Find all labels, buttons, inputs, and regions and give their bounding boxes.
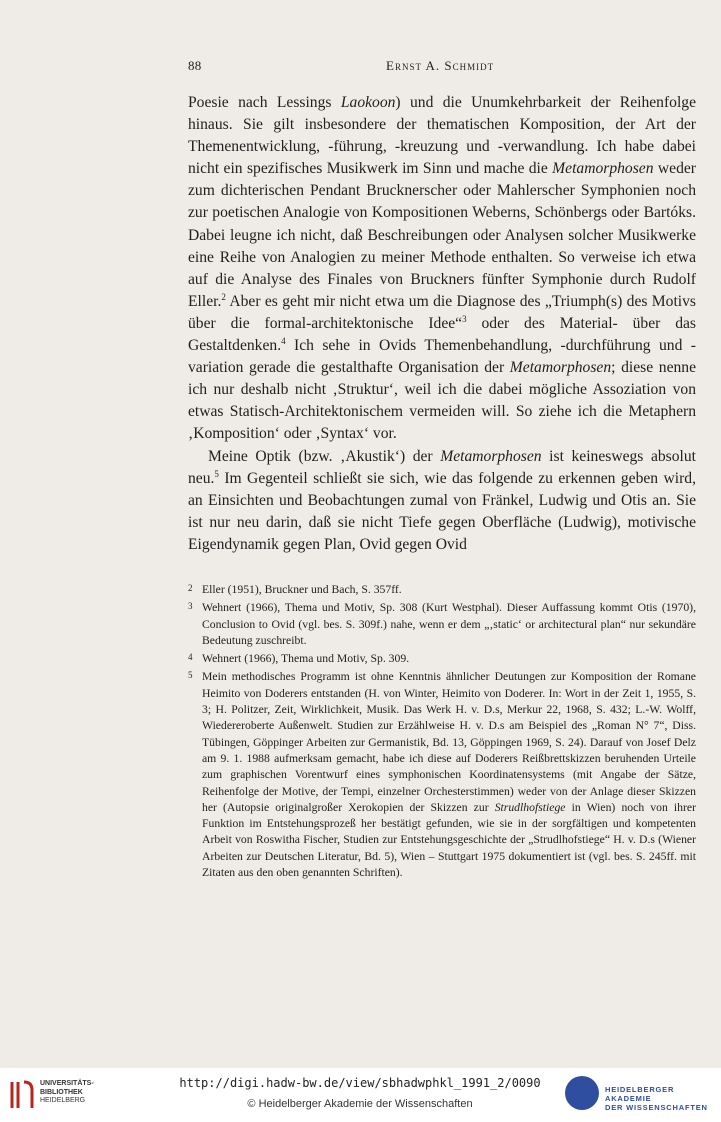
text-run: Aber es geht mir nicht etwa um die Diagnose des „Triumph(s) des Motivs über die formal-architektonische Idee“ [188,292,696,332]
text-run: ; diese nenne ich nur deshalb nicht ‚Struktur‘, weil ich die dabei mögliche Assoziation von etwas Statisch-Architektonischem vermeiden will. So ziehe ich die Metaphern ‚Komposition‘ oder ‚Syntax‘ vor. [188,359,697,443]
footnote-number: 3 [188,601,193,612]
library-line-2: BIBLIOTHEK [40,1088,83,1096]
italic-title: Metamorphosen [440,447,542,465]
text-run: Wehnert (1966), Thema und Motiv, Sp. 308 (Kurt Westphal). Dieser Auffassung kommt Otis (1970), Conclusion to Ovid (vgl. bes. S. 309f.) nahe, wenn er dem „‚static‘ or architectural plan“ nur sekundäre Bedeutung zuschreibt. [202,601,696,647]
text-run: Ich sehe in Ovids Themenbehandlung, -durchführung und -variation gerade die gestalthafte Organisation der [188,337,696,377]
footnote-ref: 3 [462,313,467,324]
academy-name [605,1085,721,1112]
footnote-number: 4 [188,652,193,663]
italic-title: Strudlhofstiege [494,800,566,814]
academy-seal-icon [565,1076,599,1110]
footnote-ref: 2 [221,291,226,302]
paragraph-2 [188,446,696,556]
running-head-author: Ernst A. Schmidt [386,58,495,73]
text-run: in Wien) noch von ihrer Funktion im Entstehungsprozeß her bestätigt gefunden, wie sie in der sorgfältigen und kompetenten Arbeit von Roswitha Fischer, Studien zur Entstehungsgeschichte der „Strudlhofstiege“ H. v. D.s (Wiener Arbeiten zur Deutschen Literatur, Bd. 5), Wien – Stuttgart 1975 dokumentiert ist (vgl. bes. S. 245ff. mit Zitaten aus den oben genannten Schriften). [202,800,696,880]
footnote-2 [188,580,696,598]
italic-title: Metamorphosen [509,359,612,377]
footnote-4 [188,649,696,667]
text-run: weder zum dichterischen Pendant Brucknerscher oder Mahlerscher Symphonien noch zur poetischen Analogie von Kompositionen Weberns, Schönbergs oder Bartóks. Dabei leugne ich nicht, daß Beschreibungen oder Analysen solcher Musikwerke eine Reihe von Analogien zu meiner Methode enthalten. So verweise ich etwa auf die Analyse des Finales von Bruckners fünfter Symphonie durch Rudolf Eller. [188,160,696,310]
copyright-notice: © Heidelberger Akademie der Wissenschaften [247,1098,473,1110]
university-library-logo-icon [8,1078,36,1112]
text-run: Wehnert (1966), Thema und Motiv, Sp. 309. [202,652,410,666]
library-line-3: HEIDELBERG [40,1097,86,1104]
text-run: ) und die Unumkehrbarkeit der Reihenfolge hinaus. Sie gilt insbesondere der thematischen Komposition, der Art der Themenentwicklung, -führung, -kreuzung und -verwandlung. Ich habe dabei nicht ein spezifisches Musikwerk im Sinn und mache die [188,94,696,178]
text-run: Poesie nach Lessings [188,94,341,111]
paragraph-1 [188,92,696,446]
footnote-text [202,652,409,665]
footnotes [188,580,696,881]
footnote-ref: 5 [214,468,219,479]
footnote-5 [188,667,696,881]
academy-line-2: DER WISSENSCHAFTEN [605,1103,708,1112]
main-text [188,92,696,556]
text-run: Meine Optik (bzw. ‚Akustik‘) der [208,447,441,465]
footnote-text [202,583,402,596]
text-run: Eller (1951), Bruckner und Bach, S. 357ff. [202,583,402,596]
italic-title: Laokoon [340,94,396,111]
footnote-text [202,601,696,647]
text-run: ist keineswegs absolut neu. [188,447,696,487]
text-run: Im Gegenteil schließt sie sich, wie das folgende zu erkennen geben wird, an Einsichten und Beobachtungen zumal von Fränkel, Ludwig und Otis an. Sie ist nur neu darin, daß sie nicht Tiefe gegen Oberfläche (Ludwig), motivische Eigendynamik gegen Plan, Ovid gegen Ovid [188,469,696,553]
viewer-footer [0,1068,721,1122]
footnote-number: 5 [188,670,193,681]
page-number: 88 [188,58,202,73]
footnote-text [202,670,696,879]
footnote-3 [188,598,696,649]
text-run: Mein methodisches Programm ist ohne Kenntnis ähnlicher Deutungen zur Komposition der Romane Heimito von Doderers entstanden (H. von Winter, Heimito von Doderer. In: Wort in der Zeit 1, 1955, S. 3; H. Politzer, Zeit, Wirklichkeit, Musik. Das Werk H. v. D.s, Merkur 22, 1968, S. 432; L.-W. Wolff, Wiedereroberte Außenwelt. Studien zur Erzählweise H. v. D.s am Beispiel des „Roman N° 7“, Diss. Tübingen, Göppinger Arbeiten zur Germanistik, Bd. 13, Göppingen 1969, S. 24). Darauf von Josef Delz am 9. 1. 1988 aufmerksam gemacht, habe ich diese auf Doderers Reißbrettskizzen beruhenden Urteile zum graphischen Vorentwurf eines symphonischen Koordinatensystems (mit Angabe der Sätze, Reihenfolge der Motive, der Tempi, einzelner Orchesterstimmen) weder von der Anlage dieser Skizzen her (Autopsie originalgroßer Xerokopien der Skizzen zur [202,670,696,814]
permalink-url[interactable]: http://digi.hadw-bw.de/view/sbhadwphkl_1991_2/0090 [179,1076,541,1090]
footnote-number: 2 [188,583,193,593]
university-library-name [40,1080,94,1106]
academy-line-1: HEIDELBERGER AKADEMIE [605,1085,675,1103]
text-run: oder des Material- über das Gestaltdenken. [188,314,696,355]
italic-title: Metamorphosen [552,160,654,178]
library-line-1: UNIVERSITÄTS- [40,1080,94,1087]
footnote-ref: 4 [281,335,286,346]
